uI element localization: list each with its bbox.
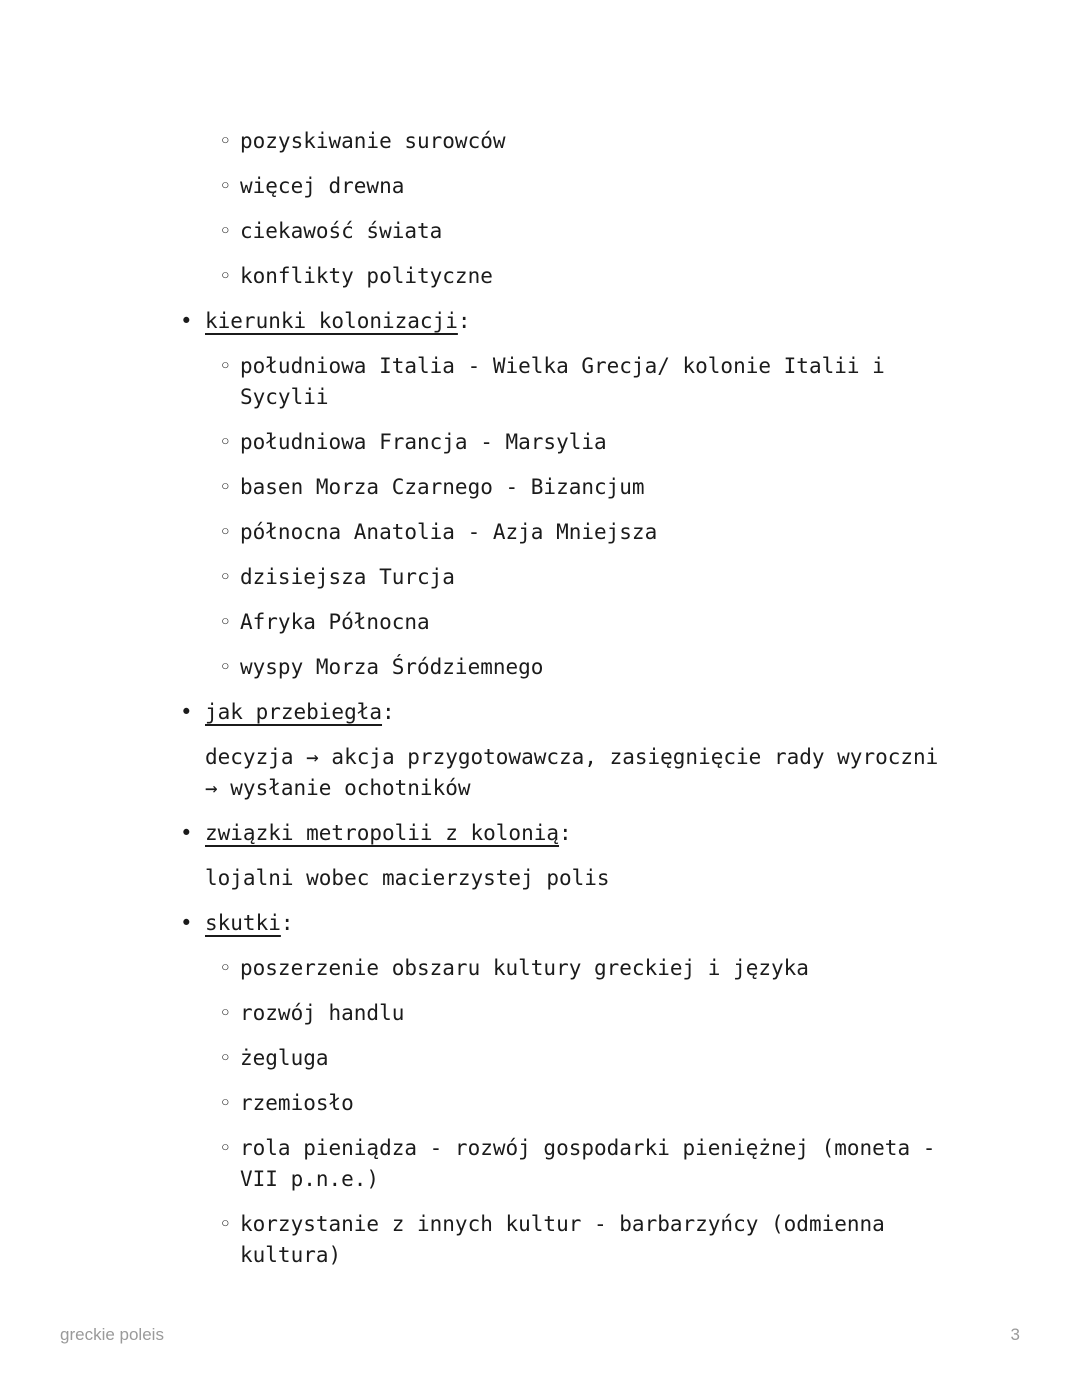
item-text: basen Morza Czarnego - Bizancjum [240,475,645,499]
item-text: rozwój handlu [240,1001,405,1025]
bullet-open-icon: ◦ [219,565,232,589]
heading-underlined-text: jak przebiegła [205,700,383,724]
bullet-open-icon: ◦ [219,475,232,499]
item-text: korzystanie z innych kultur - barbarzyńcy (odmienna kultura) [240,1212,885,1267]
bullet-open-icon: ◦ [219,1046,232,1070]
list-item [180,1043,947,1074]
bullet-open-icon: ◦ [219,1136,232,1160]
list-item [180,171,947,202]
list-item [180,216,947,247]
list-item [180,472,947,503]
page-number: 3 [1010,1325,1020,1344]
bullet-open-icon: ◦ [219,520,232,544]
bullet-open-icon: ◦ [219,1091,232,1115]
paragraph [180,863,947,894]
footer [60,1325,1020,1345]
list-item [180,1088,947,1119]
list-item [180,427,947,458]
list-item [180,261,947,292]
bullet-open-icon: ◦ [219,174,232,198]
bullet-open-icon: ◦ [219,1001,232,1025]
item-text: rola pieniądza - rozwój gospodarki pieniężnej (moneta - VII p.n.e.) [240,1136,936,1191]
list-item [180,1209,947,1271]
list-item [180,562,947,593]
list-item [180,953,947,984]
list-item [180,351,947,413]
bullet-filled-icon: • [180,309,193,333]
item-text: więcej drewna [240,174,405,198]
item-text: konflikty polityczne [240,264,493,288]
item-text: północna Anatolia - Azja Mniejsza [240,520,658,544]
bullet-open-icon: ◦ [219,655,232,679]
bullet-open-icon: ◦ [219,430,232,454]
heading-underlined-text: kierunki kolonizacji [205,309,458,333]
list-heading [180,306,947,337]
footer-document-title: greckie poleis [60,1325,164,1344]
item-text: pozyskiwanie surowców [240,129,506,153]
item-text: lojalni wobec macierzystej polis [205,866,610,890]
item-text: południowa Francja - Marsylia [240,430,607,454]
item-text: Afryka Północna [240,610,430,634]
list-item [180,126,947,157]
bullet-filled-icon: • [180,911,193,935]
item-text: skutki: [205,911,294,935]
heading-underlined-text: związki metropolii z kolonią [205,821,560,845]
bullet-filled-icon: • [180,821,193,845]
item-text: decyzja → akcja przygotowawcza, zasięgnięcie rady wyroczni → wysłanie ochotników [205,745,939,800]
bullet-open-icon: ◦ [219,354,232,378]
list-heading [180,697,947,728]
item-text: rzemiosło [240,1091,354,1115]
bullet-filled-icon: • [180,700,193,724]
list-item [180,1133,947,1195]
list-heading [180,908,947,939]
item-text: południowa Italia - Wielka Grecja/ kolonie Italii i Sycylii [240,354,885,409]
list-item [180,998,947,1029]
item-text: wyspy Morza Śródziemnego [240,655,544,679]
list-heading [180,818,947,849]
item-text: związki metropolii z kolonią: [205,821,572,845]
item-text: poszerzenie obszaru kultury greckiej i języka [240,956,809,980]
item-text: kierunki kolonizacji: [205,309,471,333]
item-text: ciekawość świata [240,219,443,243]
list-item [180,517,947,548]
bullet-open-icon: ◦ [219,129,232,153]
item-text: jak przebiegła: [205,700,395,724]
item-text: dzisiejsza Turcja [240,565,455,589]
bullet-open-icon: ◦ [219,956,232,980]
bullet-open-icon: ◦ [219,1212,232,1236]
paragraph [180,742,947,804]
bullet-open-icon: ◦ [219,264,232,288]
bullet-open-icon: ◦ [219,610,232,634]
heading-underlined-text: skutki [205,911,281,935]
bullet-open-icon: ◦ [219,219,232,243]
list-item [180,652,947,683]
list-item [180,607,947,638]
item-text: żegluga [240,1046,329,1070]
